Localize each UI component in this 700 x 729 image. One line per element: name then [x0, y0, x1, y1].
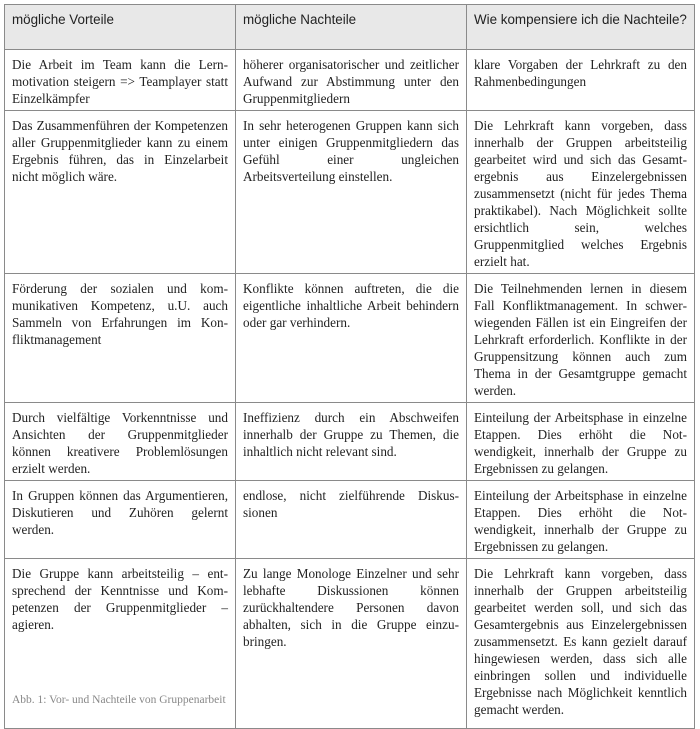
disadvantage-cell: Konflikte können auftreten, die die eigentliche inhaltliche Arbeit behindern oder gar verhindern.	[236, 274, 467, 403]
header-compensation: Wie kompensiere ich die Nachteile?	[467, 5, 695, 50]
compensation-cell: Die Teilnehmenden lernen in diesem Fall Konfliktmanagement. In schwerwiegenden Fällen ist ein Eingreifen der Lehrkraft erforderlich. Konflikte in der Gruppensitzung können auch zum Thema in der Gesamtgruppe gemacht werden.	[467, 274, 695, 403]
disadvantage-cell: Zu lange Monologe Einzelner und sehr lebhafte Diskussionen können zurückhaltendere Personen davon abhalten, sich in die Gruppe einzubringen.	[236, 559, 467, 729]
compensation-cell: Einteilung der Arbeitsphase in einzelne Etappen. Dies erhöht die Notwendigkeit, innerhalb der Gruppe zu Ergebnissen zu gelangen.	[467, 481, 695, 559]
header-row	[5, 5, 695, 50]
header-advantages: mögliche Vorteile	[5, 5, 236, 50]
table-row	[5, 111, 695, 274]
advantage-cell: Das Zusammenführen der Kompetenzen aller Gruppenmitglieder kann zu einem Ergebnis führen, das in Einzelarbeit nicht möglich wäre.	[5, 111, 236, 274]
table-body	[5, 50, 695, 729]
disadvantage-cell: höherer organisatorischer und zeitlicher Aufwand zur Abstimmung unter den Gruppenmitgliedern	[236, 50, 467, 111]
compensation-cell: Die Lehrkraft kann vorgeben, dass innerhalb der Gruppen arbeitsteilig gearbeitet wird und sich das Gesamtergebnis aus Einzelergebnissen zusammensetzt (nicht für jedes Thema praktikabel). Nach Möglichkeit sollte ersichtlich sein, welches Gruppenmitglied welches Ergebnis erzielt hat.	[467, 111, 695, 274]
figure-caption: Abb. 1: Vor- und Nachteile von Gruppenarbeit	[12, 694, 226, 706]
advantage-cell: Förderung der sozialen und kommunikativen Kompetenz, u.U. auch Sammeln von Erfahrungen im Konfliktmanagement	[5, 274, 236, 403]
comparison-table-container	[4, 4, 694, 729]
advantage-cell: Durch vielfältige Vorkenntnisse und Ansichten der Gruppenmitglieder können kreativere Problemlösungen erzielt werden.	[5, 403, 236, 481]
table-row	[5, 481, 695, 559]
compensation-cell: Einteilung der Arbeitsphase in einzelne Etappen. Dies erhöht die Notwendigkeit, innerhalb der Gruppe zu Ergebnissen zu gelangen.	[467, 403, 695, 481]
pros-cons-table	[4, 4, 695, 729]
compensation-cell: klare Vorgaben der Lehrkraft zu den Rahmenbedingungen	[467, 50, 695, 111]
advantage-cell: Die Arbeit im Team kann die Lernmotivation steigern => Teamplayer statt Einzelkämpfer	[5, 50, 236, 111]
disadvantage-cell: endlose, nicht zielführende Diskussionen	[236, 481, 467, 559]
advantage-cell: In Gruppen können das Argumentieren, Diskutieren und Zuhören gelernt werden.	[5, 481, 236, 559]
compensation-cell: Die Lehrkraft kann vorgeben, dass innerhalb der Gruppen arbeitsteilig gearbeitet werden soll, und sich das Gesamtergebnis aus Einzelergebnissen zusammensetzt. Es kann gezielt darauf hingewiesen werden, dass sich alle einbringen sollen und individuelle Ergebnisse nach Möglichkeit kenntlich gemacht werden.	[467, 559, 695, 729]
table-row	[5, 403, 695, 481]
table-row	[5, 50, 695, 111]
advantage-cell: Die Gruppe kann arbeitsteilig – entsprechend der Kenntnisse und Kompetenzen der Gruppenmitglieder – agieren.	[5, 559, 236, 729]
disadvantage-cell: Ineffizienz durch ein Abschweifen innerhalb der Gruppe zu Themen, die inhaltlich nicht relevant sind.	[236, 403, 467, 481]
table-row	[5, 274, 695, 403]
table-header	[5, 5, 695, 50]
header-disadvantages: mögliche Nachteile	[236, 5, 467, 50]
disadvantage-cell: In sehr heterogenen Gruppen kann sich unter einigen Gruppenmitgliedern das Gefühl einer ungleichen Arbeitsverteilung einstellen.	[236, 111, 467, 274]
